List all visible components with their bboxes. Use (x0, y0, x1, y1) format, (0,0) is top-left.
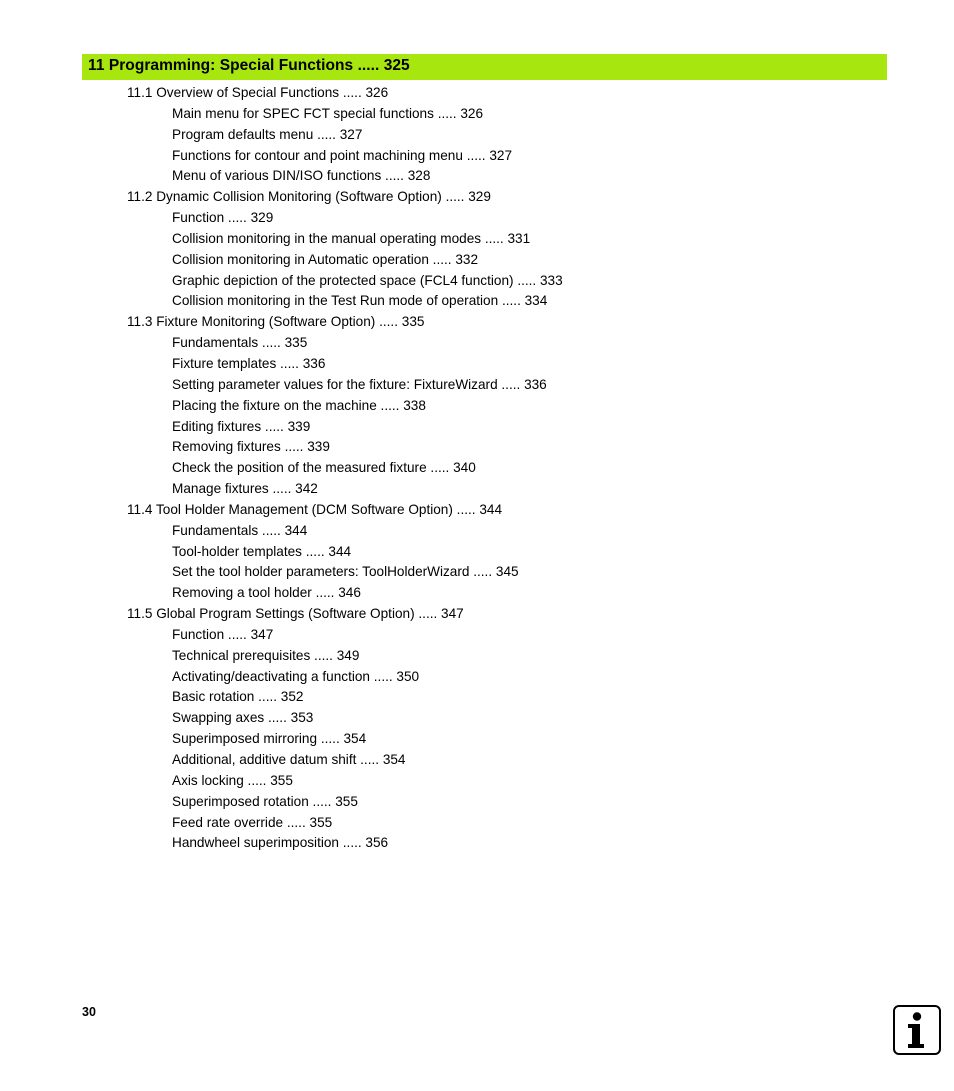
toc-subsection-entry[interactable] (0, 813, 954, 834)
toc-entry-text: 11.2 Dynamic Collision Monitoring (Software Option) ..... 329 (127, 189, 491, 205)
toc-subsection-entry[interactable] (0, 521, 954, 542)
toc-section-entry[interactable] (0, 604, 954, 625)
toc-entry-text: Basic rotation ..... 352 (172, 689, 304, 705)
toc-entry-text: Collision monitoring in the manual operating modes ..... 331 (172, 230, 531, 246)
toc-subsection-entry[interactable] (0, 354, 954, 375)
toc-entry-text: Collision monitoring in the Test Run mode of operation ..... 334 (172, 293, 548, 309)
toc-entry-text: Collision monitoring in Automatic operation ..... 332 (172, 251, 479, 267)
toc-entry-text: Axis locking ..... 355 (172, 772, 293, 788)
toc-subsection-entry[interactable] (0, 291, 954, 312)
toc-subsection-entry[interactable] (0, 667, 954, 688)
toc-subsection-entry[interactable] (0, 479, 954, 500)
toc-entry-text: Set the tool holder parameters: ToolHolderWizard ..... 345 (172, 564, 519, 580)
toc-entry-text: Function ..... 347 (172, 626, 274, 642)
toc-subsection-entry[interactable] (0, 333, 954, 354)
info-glyph (895, 1007, 938, 1052)
toc-subsection-entry[interactable] (0, 771, 954, 792)
info-icon[interactable] (893, 1005, 941, 1055)
toc-entry-text: Editing fixtures ..... 339 (172, 418, 311, 434)
toc-subsection-entry[interactable] (0, 375, 954, 396)
toc-entry-text: Swapping axes ..... 353 (172, 710, 314, 726)
toc-entry-text: 11.1 Overview of Special Functions ..... 326 (127, 85, 389, 100)
toc-entry-text: Fundamentals ..... 335 (172, 335, 308, 351)
toc-subsection-entry[interactable] (0, 125, 954, 146)
toc-entry-text: Setting parameter values for the fixture: FixtureWizard ..... 336 (172, 376, 547, 392)
toc-subsection-entry[interactable] (0, 646, 954, 667)
toc-entry-text: Fixture templates ..... 336 (172, 355, 326, 371)
toc-subsection-entry[interactable] (0, 271, 954, 292)
toc-entry-text: Fundamentals ..... 344 (172, 522, 308, 538)
toc-subsection-entry[interactable] (0, 750, 954, 771)
toc-subsection-entry[interactable] (0, 708, 954, 729)
toc-entry-text: 11.5 Global Program Settings (Software Option) ..... 347 (127, 606, 464, 622)
toc-section-entry[interactable] (0, 187, 954, 208)
toc-entry-text: Manage fixtures ..... 342 (172, 481, 318, 497)
table-of-contents (0, 83, 954, 854)
toc-entry-text: Activating/deactivating a function ..... 350 (172, 668, 420, 684)
toc-subsection-entry[interactable] (0, 250, 954, 271)
toc-entry-text: Removing fixtures ..... 339 (172, 439, 330, 455)
toc-entry-text: Tool-holder templates ..... 344 (172, 543, 352, 559)
toc-entry-text: 11.4 Tool Holder Management (DCM Software Option) ..... 344 (127, 501, 503, 517)
toc-entry-text: Check the position of the measured fixture ..... 340 (172, 460, 476, 476)
toc-subsection-entry[interactable] (0, 417, 954, 438)
toc-entry-text: Graphic depiction of the protected space (FCL4 function) ..... 333 (172, 272, 563, 288)
toc-subsection-entry[interactable] (0, 146, 954, 167)
toc-entry-text: Main menu for SPEC FCT special functions ..... 326 (172, 105, 484, 121)
toc-subsection-entry[interactable] (0, 583, 954, 604)
toc-entry-text: Placing the fixture on the machine ..... 338 (172, 397, 426, 413)
toc-section-entry[interactable] (0, 83, 954, 104)
toc-entry-text: Handwheel superimposition ..... 356 (172, 835, 389, 851)
toc-entry-text: Menu of various DIN/ISO functions ..... 328 (172, 168, 431, 184)
toc-entry-text: Functions for contour and point machining menu ..... 327 (172, 147, 513, 163)
toc-entry-text: Additional, additive datum shift ..... 354 (172, 752, 406, 767)
toc-entry-text: Program defaults menu ..... 327 (172, 126, 363, 142)
toc-subsection-entry[interactable] (0, 625, 954, 646)
chapter-title: 11 Programming: Special Functions ..... 325 (88, 57, 410, 74)
toc-subsection-entry[interactable] (0, 437, 954, 458)
toc-entry-text: Function ..... 329 (172, 210, 274, 226)
toc-entry-text: Technical prerequisites ..... 349 (172, 647, 360, 663)
toc-subsection-entry[interactable] (0, 687, 954, 708)
toc-entry-text: Feed rate override ..... 355 (172, 814, 333, 830)
toc-subsection-entry[interactable] (0, 833, 954, 854)
toc-subsection-entry[interactable] (0, 458, 954, 479)
toc-section-entry[interactable] (0, 500, 954, 521)
toc-subsection-entry[interactable] (0, 396, 954, 417)
toc-entry-text: Removing a tool holder ..... 346 (172, 585, 361, 601)
page-number: 30 (82, 1005, 96, 1019)
toc-entry-text: Superimposed rotation ..... 355 (172, 793, 358, 809)
toc-subsection-entry[interactable] (0, 208, 954, 229)
toc-subsection-entry[interactable] (0, 229, 954, 250)
toc-section-entry[interactable] (0, 312, 954, 333)
chapter-heading-bar (82, 54, 887, 80)
toc-entry-text: Superimposed mirroring ..... 354 (172, 731, 367, 747)
toc-subsection-entry[interactable] (0, 729, 954, 750)
toc-subsection-entry[interactable] (0, 542, 954, 563)
toc-subsection-entry[interactable] (0, 792, 954, 813)
toc-subsection-entry[interactable] (0, 166, 954, 187)
toc-subsection-entry[interactable] (0, 104, 954, 125)
toc-subsection-entry[interactable] (0, 562, 954, 583)
toc-entry-text: 11.3 Fixture Monitoring (Software Option) ..... 335 (127, 314, 425, 330)
